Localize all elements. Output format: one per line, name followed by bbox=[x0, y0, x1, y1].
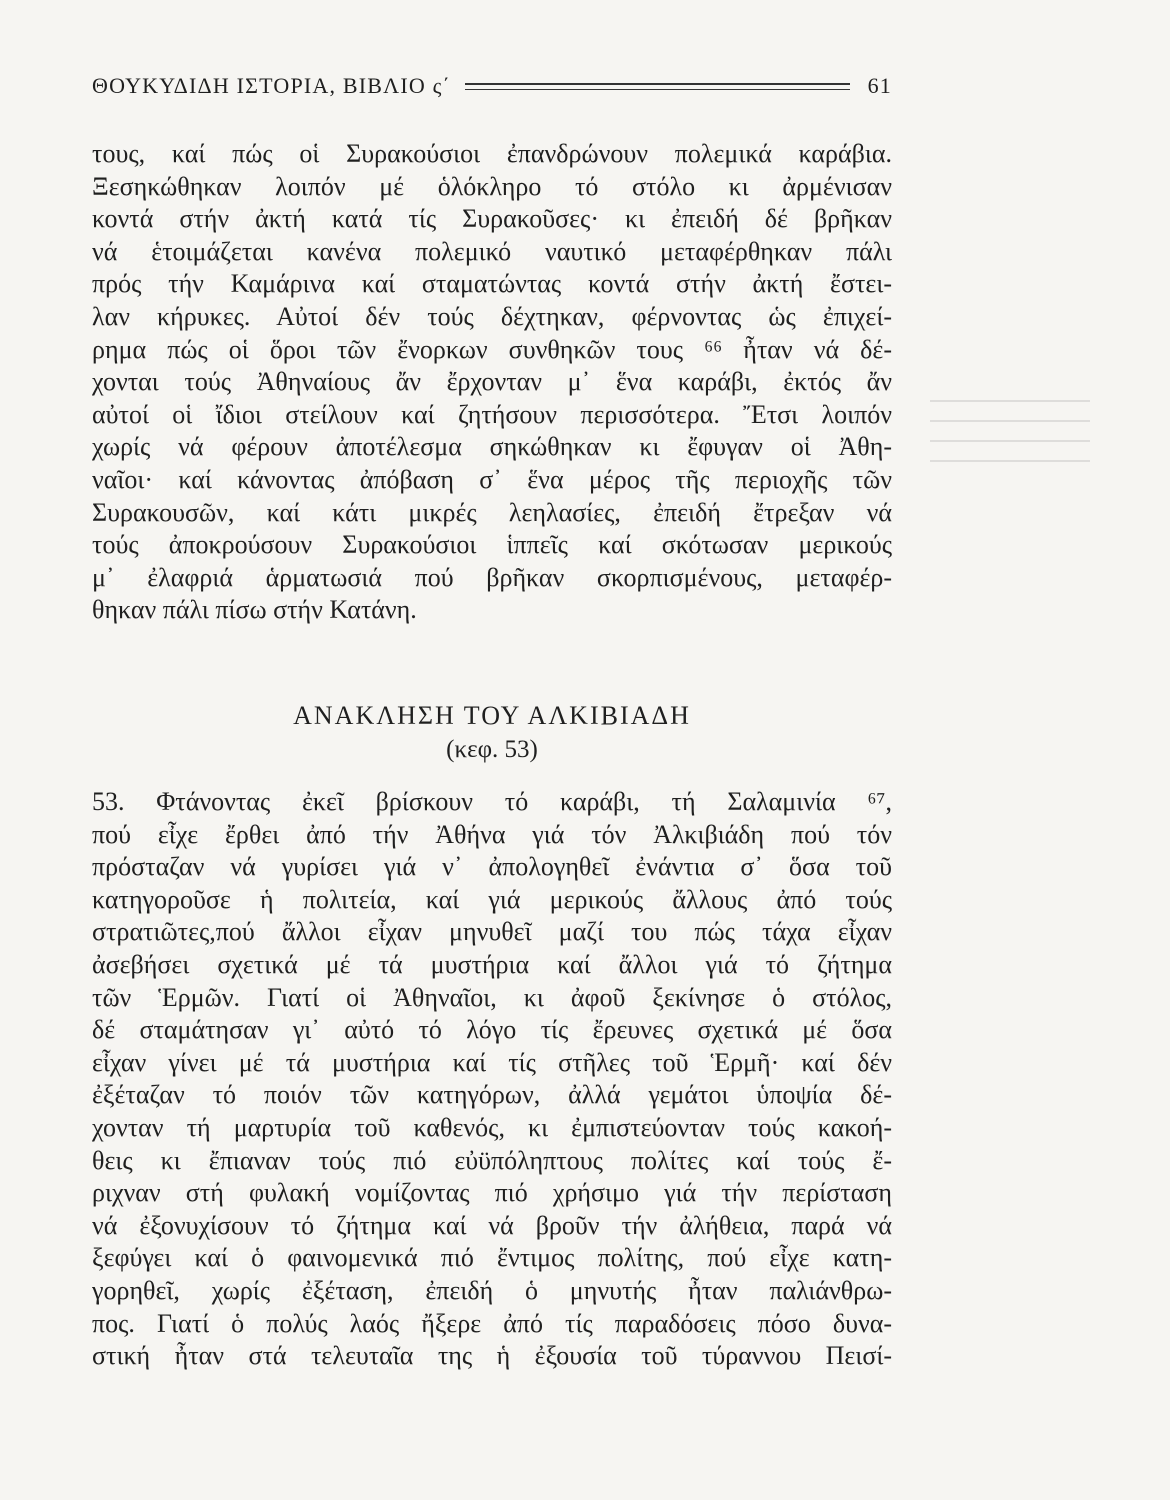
text-line: τούς ἀποκρούσουν Συρακούσιοι ἱππεῖς καί σκότωσαν μερικούς bbox=[92, 530, 892, 560]
text-line: ρημα πώς οἱ ὅροι τῶν ἔνορκων συνθηκῶν τους ⁶⁶ ἦταν νά δέ- bbox=[92, 334, 892, 364]
text-line: Ξεσηκώθηκαν λοιπόν μέ ὁλόκληρο τό στόλο κι ἀρμένισαν bbox=[92, 171, 892, 201]
text-line: ξεφύγει καί ὁ φαινομενικά πιό ἔντιμος πολίτης, πού εἶχε κατη- bbox=[92, 1243, 892, 1273]
text-line: κοντά στήν ἀκτή κατά τίς Συρακοῦσες· κι ἐπειδή δέ βρῆκαν bbox=[92, 204, 892, 234]
text-line: αὐτοί οἱ ἴδιοι στείλουν καί ζητήσουν περισσότερα. Ἔτσι λοιπόν bbox=[92, 399, 892, 429]
text-line: νά ἐξονυχίσουν τό ζήτημα καί νά βροῦν τήν ἀλήθεια, παρά νά bbox=[92, 1210, 892, 1240]
paragraph-1 bbox=[92, 138, 892, 627]
text-line: κατηγοροῦσε ἡ πολιτεία, καί γιά μερικούς ἄλλους ἀπό τούς bbox=[92, 884, 892, 914]
text-line: στική ἦταν στά τελευταῖα της ἡ ἐξουσία τοῦ τύραννου Πεισί- bbox=[92, 1341, 892, 1371]
text-line: 53. Φτάνοντας ἐκεῖ βρίσκουν τό καράβι, τή Σαλαμινία ⁶⁷, bbox=[92, 787, 892, 816]
show-through-marks bbox=[930, 400, 1090, 510]
text-line: χωρίς νά φέρουν ἀποτέλεσμα σηκώθηκαν κι ἔφυγαν οἱ Ἀθη- bbox=[92, 432, 892, 462]
text-line: στρατιῶτες,πού ἄλλοι εἶχαν μηνυθεῖ μαζί του πώς τάχα εἶχαν bbox=[92, 917, 892, 947]
text-line: τῶν Ἑρμῶν. Γιατί οἱ Ἀθηναῖοι, κι ἀφοῦ ξεκίνησε ὁ στόλος, bbox=[92, 982, 892, 1012]
text-line: ἀσεβήσει σχετικά μέ τά μυστήρια καί ἄλλοι γιά τό ζήτημα bbox=[92, 949, 892, 979]
section-chapter-ref: (κεφ. 53) bbox=[446, 736, 538, 763]
text-line: ἐξέταζαν τό ποιόν τῶν κατηγόρων, ἀλλά γεμάτοι ὑποψία δέ- bbox=[92, 1080, 892, 1110]
running-head-rule bbox=[465, 83, 850, 90]
bleed-line bbox=[930, 420, 1090, 422]
text-line: χονταν τή μαρτυρία τοῦ καθενός, κι ἐμπιστεύονταν τούς κακοή- bbox=[92, 1112, 892, 1142]
text-line: πρόσταζαν νά γυρίσει γιά ν᾿ ἀπολογηθεῖ ἐνάντια σ᾿ ὅσα τοῦ bbox=[92, 852, 892, 882]
text-line: Συρακουσῶν, καί κάτι μικρές λεηλασίες, ἐπειδή ἔτρεξαν νά bbox=[92, 497, 892, 527]
bleed-line bbox=[930, 460, 1090, 462]
text-line: ναῖοι· καί κάνοντας ἀπόβαση σ᾿ ἕνα μέρος τῆς περιοχῆς τῶν bbox=[92, 464, 892, 494]
running-head-title: ΘΟΥΚΥΔΙΔΗ ΙΣΤΟΡΙΑ, ΒΙΒΛΙΟ ς΄ bbox=[92, 73, 452, 98]
bleed-line bbox=[930, 400, 1090, 402]
text-line: πού εἶχε ἔρθει ἀπό τήν Ἀθήνα γιά τόν Ἀλκιβιάδη πού τόν bbox=[92, 819, 892, 849]
bleed-line bbox=[930, 440, 1090, 442]
text-line: εἶχαν γίνει μέ τά μυστήρια καί τίς στῆλες τοῦ Ἑρμῆ· καί δέν bbox=[92, 1047, 892, 1077]
text-line: ριχναν στή φυλακή νομίζοντας πιό χρήσιμο γιά τήν περίσταση bbox=[92, 1178, 892, 1208]
text-line: δέ σταμάτησαν γι᾿ αὐτό τό λόγο τίς ἔρευνες σχετικά μέ ὅσα bbox=[92, 1015, 892, 1045]
text-line: τους, καί πώς οἱ Συρακούσιοι ἐπανδρώνουν πολεμικά καράβια. bbox=[92, 139, 892, 168]
text-line: θηκαν πάλι πίσω στήν Κατάνη. bbox=[92, 595, 417, 625]
text-line: μ᾿ ἐλαφριά ἁρματωσιά πού βρῆκαν σκορπισμένους, μεταφέρ- bbox=[92, 562, 892, 592]
text-line: πρός τήν Καμάρινα καί σταματώντας κοντά στήν ἀκτή ἔστει- bbox=[92, 269, 892, 299]
text-line: γορηθεῖ, χωρίς ἐξέταση, ἐπειδή ὁ μηνυτής ἦταν παλιάνθρω- bbox=[92, 1275, 892, 1305]
running-head bbox=[92, 70, 892, 102]
text-line: χονται τούς Ἀθηναίους ἄν ἔρχονταν μ᾿ ἕνα καράβι, ἐκτός ἄν bbox=[92, 367, 892, 397]
paragraph-2 bbox=[92, 786, 892, 1373]
text-line: νά ἑτοιμάζεται κανένα πολεμικό ναυτικό μεταφέρθηκαν πάλι bbox=[92, 236, 892, 266]
text-line: λαν κήρυκες. Αὐτοί δέν τούς δέχτηκαν, φέρνοντας ὡς ἐπιχεί- bbox=[92, 301, 892, 331]
text-line: θεις κι ἔπιαναν τούς πιό εὐϋπόληπτους πολίτες καί τούς ἔ- bbox=[92, 1145, 892, 1175]
text-line: πος. Γιατί ὁ πολύς λαός ἤξερε ἀπό τίς παραδόσεις πόσο δυνα- bbox=[92, 1308, 892, 1338]
section-heading: ΑΝΑΚΛΗΣΗ ΤΟΥ ΑΛΚΙΒΙΑΔΗ bbox=[293, 701, 691, 730]
page-number: 61 bbox=[867, 73, 892, 98]
